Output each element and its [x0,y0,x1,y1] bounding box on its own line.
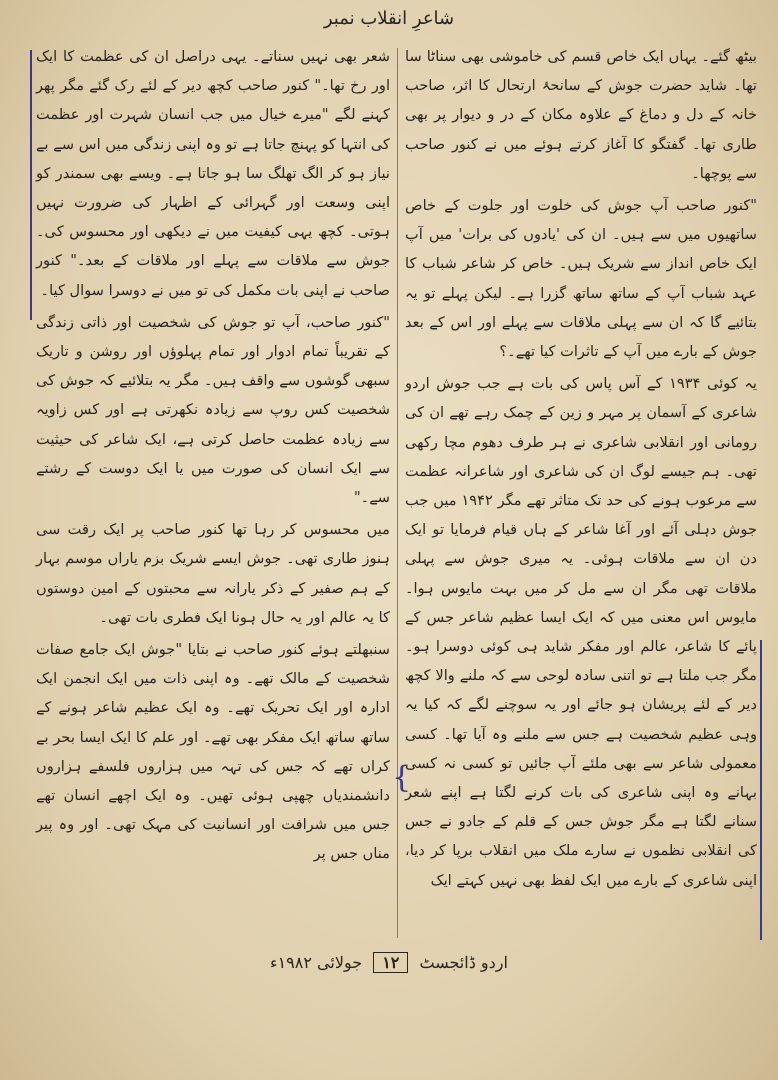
page-header [0,8,778,29]
footer-issue: جولائی ۱۹۸۲ء [270,953,363,972]
left-column [36,42,390,872]
paragraph: "کنور صاحب، آپ تو جوش کی شخصیت اور ذاتی زندگی کے تقریباً تمام ادوار اور تمام پہلوؤں اور روشن و تاریک سبھی گوشوں سے واقف ہیں۔ مگر یہ بتلائیے کہ جوش کی شخصیت کس روپ سے زیادہ نکھرتی ہے اور کس زاویہ سے زیادہ عظمت حاصل کرتی ہے، ایک شاعر کی حیثیت سے ایک انسان کی صورت میں یا ایک دوست کے رشتے سے۔" [36,313,390,507]
paragraph: بیٹھ گئے۔ یہاں ایک خاص قسم کی خاموشی بھی سناٹا سا تھا۔ شاید حضرت جوش کے سانحۂ ارتحال کا اثر، صاحب خانہ کے دل و دماغ کے علاوہ مکان کے در و دیوار پر بھی طاری تھا۔ گفتگو کا آغاز کرتے ہوئے میں نے کنور صاحب سے پوچھا۔ [405,48,757,182]
footer-magazine: اردو ڈائجسٹ [419,953,508,972]
paragraph: سنبھلتے ہوئے کنور صاحب نے بتایا "جوش ایک جامع صفات شخصیت کے مالک تھے۔ وہ اپنی ذات میں ایک انجمن ایک ادارہ اور ایک تحریک تھے۔ وہ ایک عظیم شاعر ہونے کے ساتھ ساتھ ایک مفکر بھی تھے۔ اور علم کا ایک ایسا بحر بے کراں تھے کہ جس کی تہہ میں ہزاروں فلسفے ہزاروں دانشمندیاں چھپی ہوئی تھیں۔ وہ ایک اچھے انسان تھے جس میں شرافت اور انسانیت کی مہک تھی۔ اور وہ پیر مناں جس پر [36,641,390,863]
page-number: ۱۲ [373,952,408,973]
right-column [405,42,757,898]
page-footer [0,952,778,973]
paragraph: شعر بھی نہیں سناتے۔ یہی دراصل ان کی عظمت کا ایک اور رخ تھا۔" کنور صاحب کچھ دیر کے لئے رک گئے مگر پھر کہنے لگے "میرے خیال میں جب انسان شہرت اور عظمت کی انتہا کو پہنچ جاتا ہے تو وہ اپنی زندگی میں اس سے بے نیاز ہو کر الگ تھلگ سا ہو جاتا ہے۔ ویسے بھی سمندر کو اپنی وسعت اور گہرائی کے اظہار کی ضرورت نہیں ہوتی۔ کچھ یہی کیفیت میں نے دیکھی اور محسوس کی۔ جوش سے ملاقات سے پہلے اور ملاقات کے بعد۔" کنور صاحب نے اپنی بات مکمل کی تو میں نے دوسرا سوال کیا۔ [36,48,390,299]
paragraph: یہ کوئی ۱۹۳۴ کے آس پاس کی بات ہے جب جوش اردو شاعری کے آسمان پر مہر و زین کے چمک رہے تھے ان کی رومانی اور انقلابی شاعری نے ہر طرف دھوم مچا رکھی تھی۔ ہم جیسے لوگ ان کی شاعری اور شاعرانہ عظمت سے مرعوب ہونے کی حد تک متاثر تھے مگر ۱۹۴۲ میں جب جوش دہلی آئے اور آغا شاعر کے ہاں قیام فرمایا تو ایک دن ان سے ملاقات ہوئی۔ یہ میری جوش سے پہلی ملاقات تھی مگر ان سے مل کر میں بہت مایوس ہوا۔ مایوس اس معنی میں کہ ایک ایسا عظیم شاعر جس کے پائے کا شاعر، عالم اور مفکر شاید ہی کوئی دوسرا ہو۔ مگر جب ملتا ہے تو اتنی سادہ لوحی سے کہ ملنے والا کچھ دیر کے لئے پریشان ہو جائے اور یہ سوچنے لگے کہ کیا یہ وہی عظیم شخصیت ہے جس سے ملنے وہ آیا تھا۔ کسی معمولی شاعر سے بھی ملئے آپ جائیں تو کسی نہ کسی بہانے وہ اپنی شاعری کی بات کرنے لگتا ہے اپنے شعر سنانے لگتا ہے مگر جوش جس کے قلم کے جادو نے جس کی انقلابی نظموں نے سارے ملک میں انقلاب برپا کر دیا، اپنی شاعری کے بارے میں ایک لفظ بھی نہیں کہتے ایک [405,375,757,889]
ink-bracket-mark: { [392,760,412,795]
column-divider [397,48,398,938]
paragraph: میں محسوس کر رہا تھا کنور صاحب پر ایک رقت سی ہنوز طاری تھی۔ جوش ایسے شریک بزم یاراں موسم بہار کے ہم صفیر کے ذکر یارانہ سے محبتوں کے امین دوستوں کا یہ عالم اور یہ حال ہونا ایک فطری بات تھی۔ [36,521,390,626]
paragraph: "کنور صاحب آپ جوش کی خلوت اور جلوت کے خاص ساتھیوں میں سے ہیں۔ ان کی 'یادوں کی برات' میں آپ ایک خاص انداز سے شریک ہیں۔ خاص کر شاعر شباب کا عہد شباب آپ کے ساتھ ساتھ گزرا ہے۔ لیکن پہلے تو یہ بتائیے گا کہ ان سے پہلی ملاقات سے پہلے اور اس کے بعد جوش کے بارے میں آپ کے تاثرات کیا تھے۔؟ [405,197,757,361]
ink-margin-mark [760,640,762,940]
ink-margin-mark [30,50,32,320]
header-title: شاعرِ انقلاب نمبر [323,8,455,29]
